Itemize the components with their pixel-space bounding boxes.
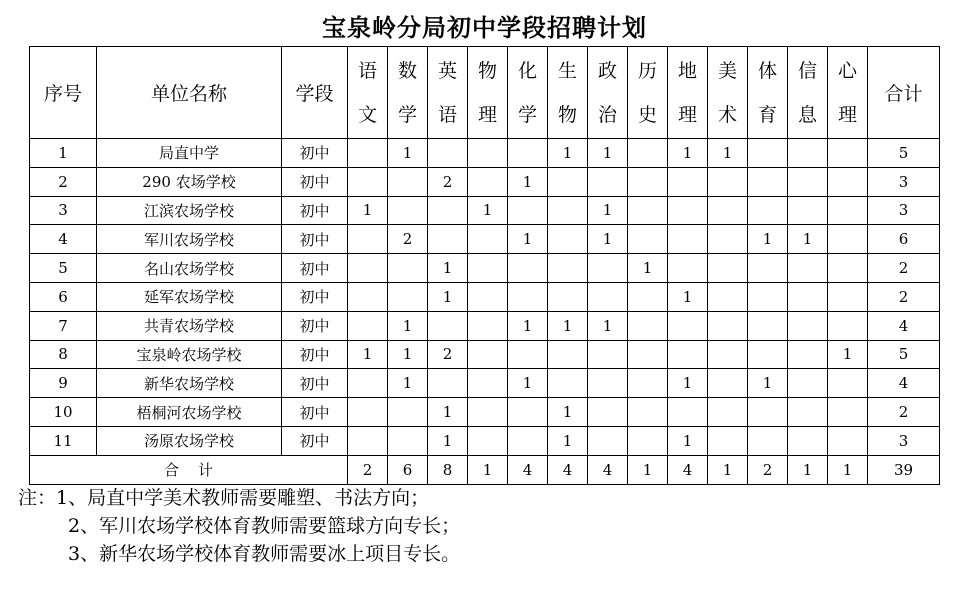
row-cell [588,369,628,398]
row-no: 4 [30,225,97,254]
row-cell [348,282,388,311]
table-header [30,47,940,139]
row-stage: 初中 [282,282,348,311]
header-subject-char: 历 [637,59,657,82]
row-no: 2 [30,167,97,196]
header-subject-char: 化 [517,59,537,82]
row-cell [628,340,668,369]
table-row [30,139,940,168]
table-body [30,139,940,456]
row-total: 2 [868,254,940,283]
row-cell [828,398,868,427]
row-cell: 1 [548,426,588,455]
row-cell [708,282,748,311]
row-cell: 1 [388,340,428,369]
row-cell [668,398,708,427]
row-cell [628,225,668,254]
sum-cell: 1 [788,455,828,484]
row-no: 1 [30,139,97,168]
header-subject [508,47,548,139]
header-subject [748,47,788,139]
row-cell [548,254,588,283]
header-subject-char: 育 [757,103,777,126]
row-cell [388,426,428,455]
row-cell: 2 [388,225,428,254]
row-total: 4 [868,369,940,398]
row-cell [708,398,748,427]
header-subject-char: 英 [437,59,457,82]
sum-cell: 1 [468,455,508,484]
table-row [30,340,940,369]
row-cell [668,167,708,196]
row-unit: 军川农场学校 [97,225,282,254]
row-cell [788,167,828,196]
sum-cell: 4 [668,455,708,484]
row-cell [788,311,828,340]
sum-cell: 1 [828,455,868,484]
header-subject-char: 数 [397,59,417,82]
sum-row [30,455,940,484]
row-cell [788,254,828,283]
sum-cell: 8 [428,455,468,484]
header-subject-char: 理 [837,103,857,126]
header-subject [468,47,508,139]
header-subject [788,47,828,139]
row-cell [748,196,788,225]
table-row [30,196,940,225]
row-cell [548,167,588,196]
row-cell [468,426,508,455]
row-no: 3 [30,196,97,225]
row-cell [788,398,828,427]
header-subject-char: 理 [677,103,697,126]
row-cell [468,311,508,340]
table-row [30,282,940,311]
row-cell: 2 [428,167,468,196]
row-cell [708,225,748,254]
header-subject-char: 理 [477,103,497,126]
row-cell [788,196,828,225]
row-cell [828,167,868,196]
row-cell [828,139,868,168]
row-total: 5 [868,340,940,369]
row-cell: 1 [748,225,788,254]
header-subject-char: 语 [357,59,377,82]
sum-cell: 6 [388,455,428,484]
row-cell: 1 [508,167,548,196]
row-cell [548,196,588,225]
sum-cell: 1 [708,455,748,484]
row-cell [468,340,508,369]
row-cell [828,311,868,340]
row-cell [828,369,868,398]
row-cell [628,398,668,427]
row-no: 6 [30,282,97,311]
header-subject [428,47,468,139]
header-subject [388,47,428,139]
row-cell [348,167,388,196]
row-unit: 名山农场学校 [97,254,282,283]
row-cell [788,340,828,369]
sum-cell: 2 [748,455,788,484]
row-cell [388,282,428,311]
table-row [30,369,940,398]
row-cell [708,311,748,340]
header-subject-char: 体 [757,59,777,82]
row-cell [748,398,788,427]
row-cell: 1 [668,139,708,168]
row-total: 3 [868,196,940,225]
row-cell [788,282,828,311]
row-unit: 宝泉岭农场学校 [97,340,282,369]
row-cell [468,167,508,196]
row-cell [468,254,508,283]
row-cell [748,426,788,455]
row-stage: 初中 [282,139,348,168]
row-cell [348,398,388,427]
sum-cell: 4 [548,455,588,484]
row-cell [748,139,788,168]
row-stage: 初中 [282,369,348,398]
row-stage: 初中 [282,426,348,455]
row-cell: 1 [588,139,628,168]
row-cell: 1 [548,311,588,340]
row-no: 10 [30,398,97,427]
row-stage: 初中 [282,311,348,340]
row-cell: 1 [588,196,628,225]
header-subject [628,47,668,139]
row-unit: 汤原农场学校 [97,426,282,455]
header-subject-char: 学 [517,103,537,126]
table-row [30,311,940,340]
row-cell [348,369,388,398]
row-cell [708,196,748,225]
row-cell: 1 [428,426,468,455]
row-total: 4 [868,311,940,340]
header-subject-char: 物 [557,103,577,126]
row-unit: 延军农场学校 [97,282,282,311]
table-row [30,398,940,427]
row-cell [348,426,388,455]
row-cell [628,369,668,398]
row-cell [708,167,748,196]
row-cell [588,167,628,196]
table-row [30,225,940,254]
row-unit: 共青农场学校 [97,311,282,340]
row-no: 8 [30,340,97,369]
row-cell [708,254,748,283]
header-unit: 单位名称 [97,47,282,139]
row-cell [588,340,628,369]
row-cell [548,282,588,311]
row-cell [668,340,708,369]
row-cell [348,311,388,340]
row-cell [628,282,668,311]
row-cell: 1 [428,398,468,427]
row-cell [748,340,788,369]
row-no: 5 [30,254,97,283]
notes [18,484,460,568]
row-cell [708,426,748,455]
row-cell: 2 [428,340,468,369]
row-cell [508,426,548,455]
row-cell [548,340,588,369]
row-cell: 1 [548,398,588,427]
row-stage: 初中 [282,225,348,254]
row-total: 2 [868,398,940,427]
row-cell [508,254,548,283]
row-cell: 1 [468,196,508,225]
row-cell: 1 [388,369,428,398]
row-cell [588,398,628,427]
row-cell [828,225,868,254]
row-cell [588,282,628,311]
row-cell: 1 [388,139,428,168]
row-cell [588,254,628,283]
row-cell: 1 [668,426,708,455]
row-cell [788,369,828,398]
row-cell: 1 [508,369,548,398]
row-cell [428,225,468,254]
header-subject-char: 语 [437,103,457,126]
row-cell: 1 [588,225,628,254]
sum-label: 合 计 [30,455,348,484]
row-cell [628,139,668,168]
row-cell [468,369,508,398]
row-cell [628,167,668,196]
row-cell [628,196,668,225]
row-cell [348,254,388,283]
row-cell: 1 [668,369,708,398]
row-cell: 1 [788,225,828,254]
header-total: 合计 [868,47,940,139]
row-cell [388,254,428,283]
header-subject-char: 史 [637,103,657,126]
row-cell [828,254,868,283]
header-subject-char: 美 [717,59,737,82]
row-cell: 1 [348,196,388,225]
row-stage: 初中 [282,167,348,196]
row-cell [748,167,788,196]
sum-total: 39 [868,455,940,484]
row-cell [828,282,868,311]
table-row [30,426,940,455]
row-cell [668,254,708,283]
row-cell [828,426,868,455]
row-cell [508,398,548,427]
note-1: 注：1、局直中学美术教师需要雕塑、书法方向； [18,487,430,509]
row-cell [828,196,868,225]
header-subject-char: 信 [797,59,817,82]
row-cell [388,398,428,427]
header-subject [708,47,748,139]
row-cell [628,311,668,340]
row-cell: 1 [588,311,628,340]
header-subject-char: 文 [357,103,377,126]
page-title: 宝泉岭分局初中学段招聘计划 [322,13,647,42]
row-cell [668,196,708,225]
row-unit: 江滨农场学校 [97,196,282,225]
row-cell [508,196,548,225]
note-2: 2、军川农场学校体育教师需要篮球方向专长； [68,515,461,537]
row-total: 6 [868,225,940,254]
row-total: 2 [868,282,940,311]
row-cell: 1 [708,139,748,168]
row-no: 9 [30,369,97,398]
table-footer [30,455,940,484]
header-subject-char: 治 [597,103,617,126]
row-stage: 初中 [282,398,348,427]
row-cell: 1 [748,369,788,398]
row-cell [388,167,428,196]
header-subject [548,47,588,139]
table-row [30,167,940,196]
row-cell [628,426,668,455]
row-stage: 初中 [282,340,348,369]
header-subject-char: 学 [397,103,417,126]
row-cell [508,340,548,369]
row-cell [428,139,468,168]
row-unit: 新华农场学校 [97,369,282,398]
row-cell [388,196,428,225]
sum-cell: 2 [348,455,388,484]
header-subject-char: 术 [717,103,737,126]
header-stage: 学段 [282,47,348,139]
row-cell: 1 [668,282,708,311]
table-row [30,254,940,283]
row-cell [468,282,508,311]
header-subject [588,47,628,139]
row-cell [428,196,468,225]
row-cell [348,139,388,168]
row-cell [508,139,548,168]
row-cell [508,282,548,311]
row-total: 3 [868,426,940,455]
row-cell: 1 [348,340,388,369]
row-cell [788,139,828,168]
row-cell [748,282,788,311]
header-subject [348,47,388,139]
header-no: 序号 [30,47,97,139]
row-cell [588,426,628,455]
row-stage: 初中 [282,196,348,225]
row-cell [468,139,508,168]
header-subject [828,47,868,139]
row-cell [548,369,588,398]
row-cell [708,369,748,398]
row-cell [468,398,508,427]
row-total: 5 [868,139,940,168]
row-cell [708,340,748,369]
header-subject-char: 政 [597,59,617,82]
sum-cell: 1 [628,455,668,484]
row-cell [668,225,708,254]
row-cell: 1 [508,225,548,254]
row-unit: 290 农场学校 [97,167,282,196]
row-no: 11 [30,426,97,455]
row-cell [668,311,708,340]
row-total: 3 [868,167,940,196]
sum-cell: 4 [588,455,628,484]
row-cell [548,225,588,254]
row-no: 7 [30,311,97,340]
header-subject-char: 生 [557,59,577,82]
header-subject-char: 心 [837,59,857,82]
row-cell [748,254,788,283]
row-cell [428,311,468,340]
row-cell [348,225,388,254]
note-3: 3、新华农场学校体育教师需要冰上项目专长。 [68,543,461,565]
sum-cell: 4 [508,455,548,484]
row-cell [468,225,508,254]
row-stage: 初中 [282,254,348,283]
row-unit: 局直中学 [97,139,282,168]
row-cell: 1 [388,311,428,340]
header-subject-char: 息 [797,103,817,126]
row-cell: 1 [428,254,468,283]
row-cell [428,369,468,398]
row-cell [788,426,828,455]
row-unit: 梧桐河农场学校 [97,398,282,427]
recruitment-table [29,46,940,485]
row-cell: 1 [628,254,668,283]
row-cell: 1 [828,340,868,369]
row-cell [748,311,788,340]
row-cell: 1 [548,139,588,168]
header-subject-char: 物 [477,59,497,82]
row-cell: 1 [508,311,548,340]
header-subject [668,47,708,139]
row-cell: 1 [428,282,468,311]
header-subject-char: 地 [677,59,697,82]
